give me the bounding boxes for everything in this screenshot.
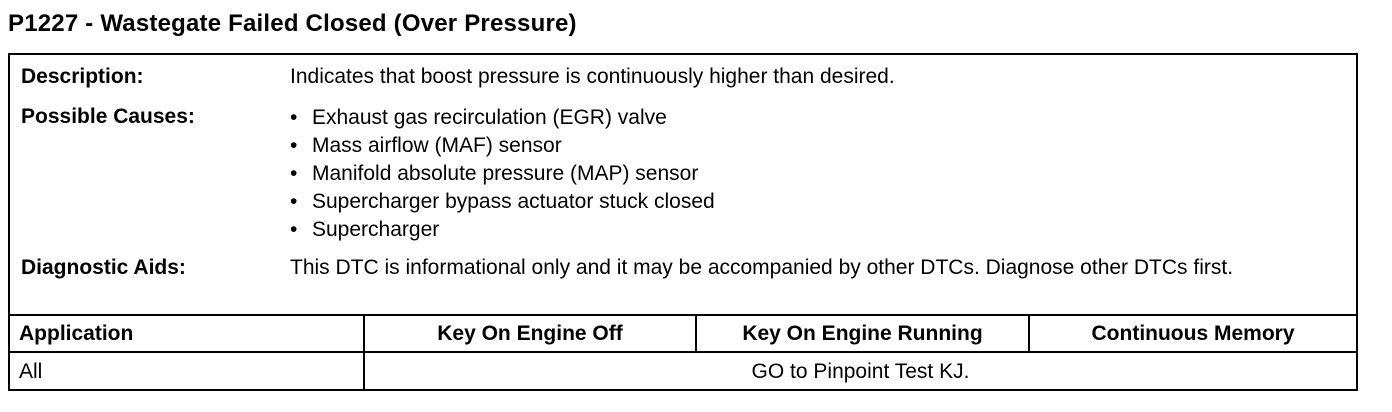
possible-causes-list bbox=[290, 104, 715, 244]
page-title: P1227 - Wastegate Failed Closed (Over Pressure) bbox=[8, 10, 577, 37]
description-label: Description: bbox=[21, 65, 144, 88]
table-top-divider bbox=[10, 314, 1356, 316]
cell-application-value: All bbox=[19, 360, 43, 383]
cause-item: • Mass airflow (MAF) sensor bbox=[290, 132, 715, 160]
cell-pinpoint-test-action: GO to Pinpoint Test KJ. bbox=[751, 360, 970, 383]
diagnostic-aids-text: This DTC is informational only and it may be accompanied by other DTCs. Diagnose other DTCs first. bbox=[290, 256, 1234, 279]
diagnostic-aids-label: Diagnostic Aids: bbox=[21, 256, 186, 279]
possible-causes-label: Possible Causes: bbox=[21, 105, 195, 128]
header-key-on-engine-off: Key On Engine Off bbox=[437, 322, 623, 345]
header-application: Application bbox=[19, 322, 134, 345]
description-text: Indicates that boost pressure is continuously higher than desired. bbox=[290, 65, 895, 88]
header-continuous-memory: Continuous Memory bbox=[1091, 322, 1295, 345]
table-row-divider bbox=[10, 351, 1356, 353]
cause-item: • Supercharger bbox=[290, 216, 715, 244]
dtc-info-box bbox=[8, 53, 1358, 391]
cause-item: • Exhaust gas recirculation (EGR) valve bbox=[290, 104, 715, 132]
header-key-on-engine-running: Key On Engine Running bbox=[742, 322, 983, 345]
cause-item: • Supercharger bypass actuator stuck closed bbox=[290, 188, 715, 216]
cause-item: • Manifold absolute pressure (MAP) sensor bbox=[290, 160, 715, 188]
